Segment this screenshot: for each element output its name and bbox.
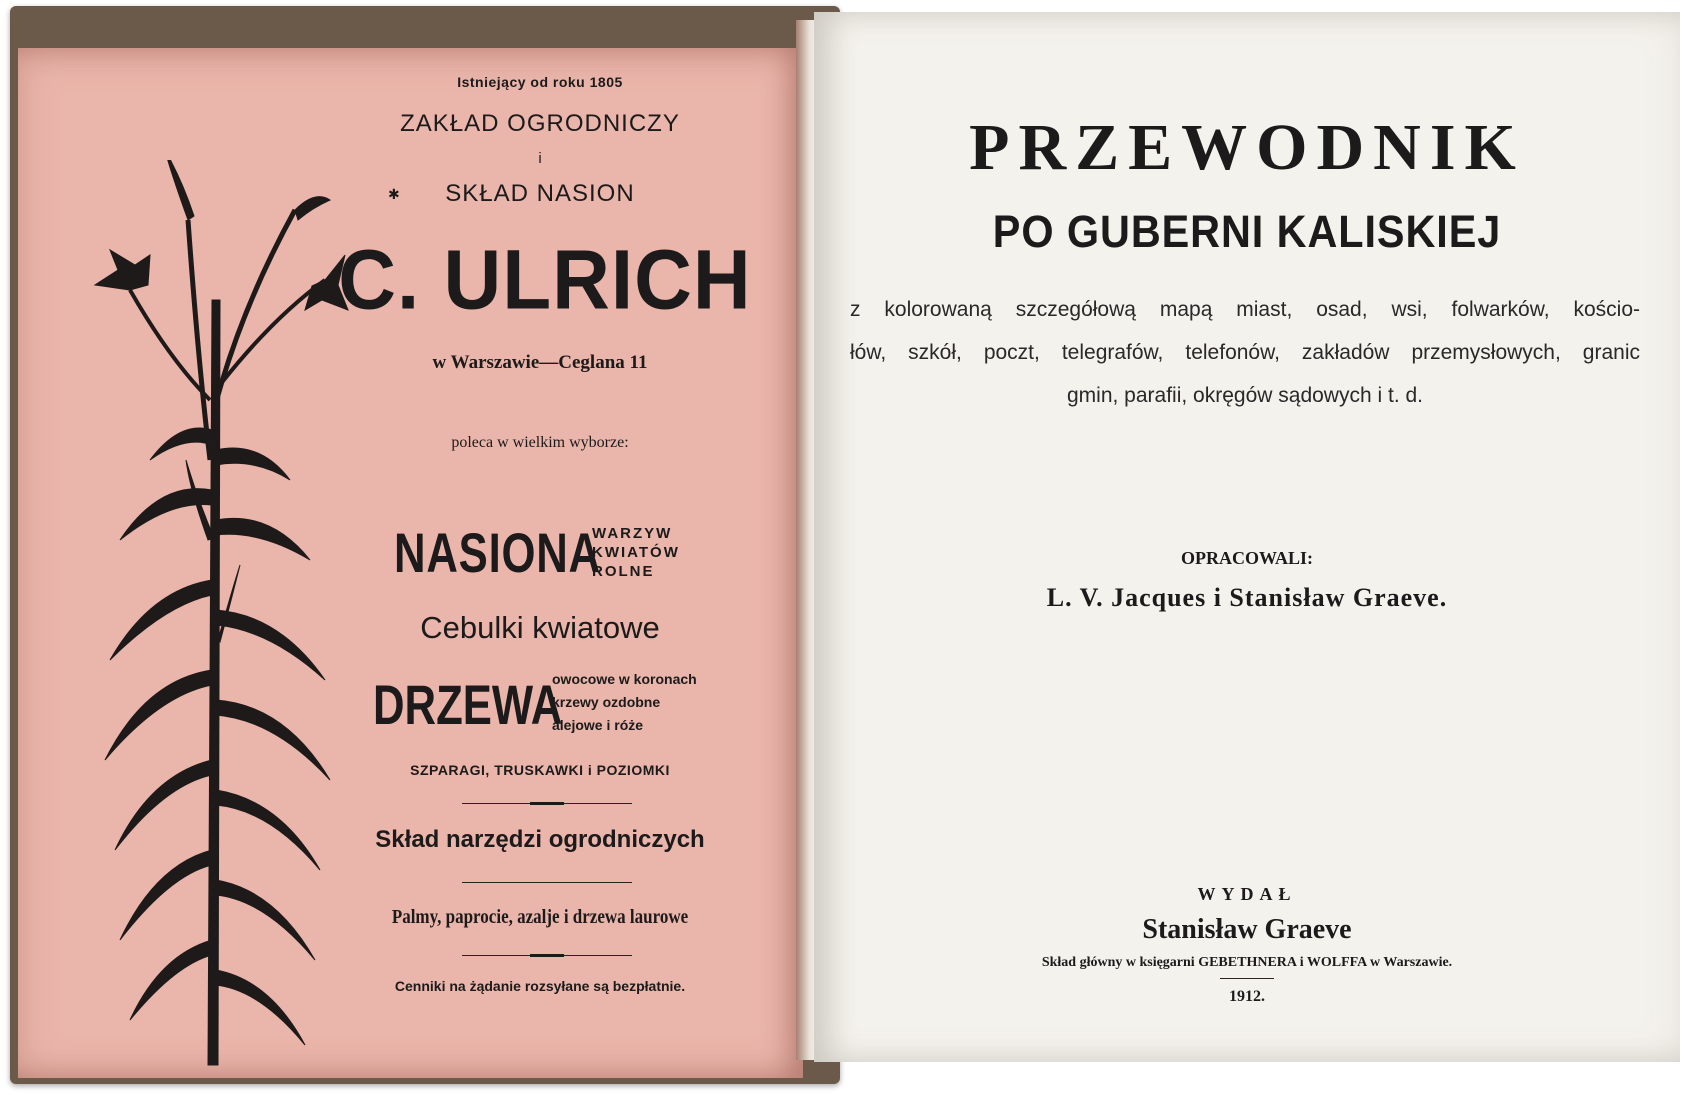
seeds-item: KWIATÓW	[592, 544, 680, 561]
trees-heading: DRZEWA	[373, 673, 563, 736]
divider-accent	[530, 802, 564, 805]
garden-establishment-title: ZAKŁAD OGRODNICZY	[400, 110, 680, 137]
divider-rule	[462, 882, 632, 883]
company-address: w Warszawie—Ceglana 11	[432, 352, 648, 373]
seeds-item: WARZYW	[592, 525, 673, 542]
description-line: z kolorowaną szczegółową mapą miast, osad, wsi, folwarków, kościo-	[850, 298, 1640, 321]
lily-plant-icon	[90, 160, 350, 1070]
established-since: Istniejący od roku 1805	[457, 74, 623, 90]
publication-year: 1912.	[1229, 988, 1265, 1005]
price-list-note: Cenniki na żądanie rozsyłane są bezpłatnie.	[394, 978, 686, 994]
trees-item: krzewy ozdobne	[552, 694, 661, 710]
trees-item: owocowe w koronach	[552, 671, 697, 687]
seeds-heading: NASIONA	[394, 521, 601, 584]
authors: L. V. Jacques i Stanisław Graeve.	[1046, 583, 1448, 612]
divider-rule	[1220, 978, 1274, 979]
asparagus-strawberries: SZPARAGI, TRUSKAWKI i POZIOMKI	[410, 762, 670, 778]
description-line: łów, szkół, poczt, telegrafów, telefonów, zakładów przemysłowych, granic	[850, 341, 1640, 364]
published-label: WYDAŁ	[1197, 884, 1297, 904]
conjunction: i	[538, 150, 542, 167]
main-depot: Skład główny w księgarni GEBETHNERA i WOLFFA w Warszawie.	[1041, 955, 1453, 970]
seed-store-title: SKŁAD NASION	[445, 180, 635, 207]
offers-intro: poleca w wielkim wyborze:	[451, 434, 629, 451]
trees-list	[552, 668, 697, 737]
palms-ferns: Palmy, paprocie, azalje i drzewa laurowe	[391, 906, 689, 928]
company-name: C. ULRICH	[338, 232, 752, 327]
garden-tools: Skład narzędzi ogrodniczych	[375, 826, 705, 853]
asterisk-icon: ✱	[388, 186, 400, 202]
description-line: gmin, parafii, okręgów sądowych i t. d.	[1067, 384, 1423, 407]
book-subtitle: PO GUBERNI KALISKIEJ	[992, 206, 1502, 257]
seeds-list	[592, 524, 680, 581]
seeds-item: ROLNE	[592, 563, 655, 580]
book-title: PRZEWODNIK	[969, 111, 1525, 184]
trees-item: alejowe i róże	[552, 717, 644, 733]
publisher: Stanisław Graeve	[1142, 914, 1352, 945]
divider-accent	[530, 954, 564, 957]
book-description	[850, 288, 1640, 417]
compiled-by-label: OPRACOWALI:	[1180, 548, 1313, 568]
flower-bulbs: Cebulki kwiatowe	[420, 610, 660, 645]
